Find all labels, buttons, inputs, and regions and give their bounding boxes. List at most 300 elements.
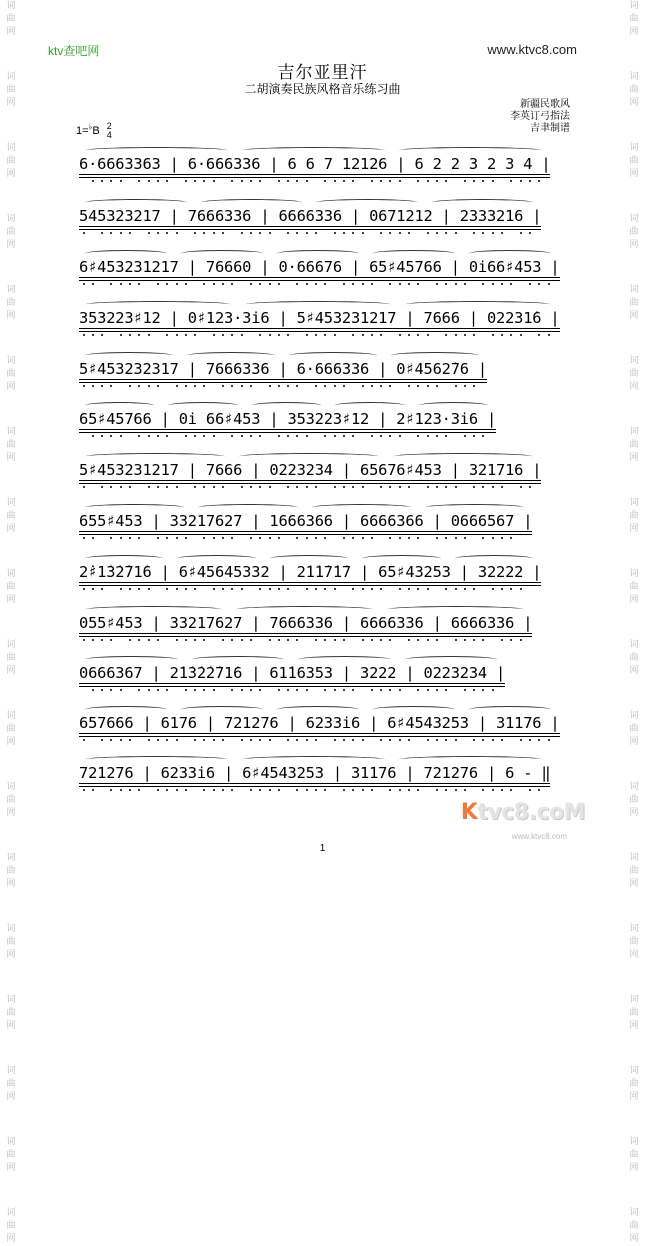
score-line	[79, 461, 569, 487]
octave-dot	[389, 385, 391, 387]
side-glyph: 词	[6, 924, 16, 934]
slur-mark	[201, 199, 303, 206]
octave-dot	[473, 739, 475, 741]
octave-dot	[529, 180, 531, 182]
octave-dot	[259, 689, 261, 691]
octave-dot	[548, 739, 550, 741]
octave-dot	[296, 639, 298, 641]
octave-dot	[250, 789, 252, 791]
octave-dot	[324, 283, 326, 285]
score-line	[79, 714, 569, 740]
octave-dot	[380, 588, 382, 590]
octave-dot	[380, 739, 382, 741]
octave-dot	[510, 639, 512, 641]
octave-dot	[101, 180, 103, 182]
octave-dot	[436, 283, 438, 285]
octave-dot	[352, 283, 354, 285]
slur-mark	[181, 250, 263, 257]
octave-dot	[110, 689, 112, 691]
side-glyph: 曲	[629, 653, 639, 663]
notation-text: 6·6663363 | 6·666336 | 6 6 7 12126 | 6 2 2 3 2 3 4 |	[79, 155, 551, 173]
side-glyph-group	[623, 1207, 645, 1246]
side-glyph: 词	[6, 214, 16, 224]
octave-dot	[269, 537, 271, 539]
octave-dot	[278, 689, 280, 691]
octave-dot	[324, 689, 326, 691]
slur-mark	[405, 656, 498, 663]
side-glyph: 词	[6, 143, 16, 153]
octave-dot	[129, 537, 131, 539]
slur-mark	[236, 606, 373, 613]
octave-dot	[315, 283, 317, 285]
octave-dot	[455, 639, 457, 641]
slur-mark	[312, 504, 411, 511]
slur-mark	[168, 402, 237, 409]
octave-dot	[399, 435, 401, 437]
slur-mark	[425, 504, 524, 511]
score-line	[79, 155, 569, 181]
octave-dot	[194, 232, 196, 234]
octave-dot	[185, 334, 187, 336]
slur-mark	[277, 250, 359, 257]
slur-mark	[277, 706, 359, 713]
octave-dot	[380, 232, 382, 234]
octave-dot	[334, 385, 336, 387]
octave-dot	[482, 283, 484, 285]
octave-dot	[445, 180, 447, 182]
octave-dot	[389, 739, 391, 741]
octave-dot	[455, 334, 457, 336]
octave-dot	[203, 789, 205, 791]
slur-mark	[85, 301, 231, 308]
octave-dot	[120, 537, 122, 539]
side-glyph: 曲	[629, 440, 639, 450]
octave-dot	[408, 789, 410, 791]
side-glyph: 词	[629, 427, 639, 437]
octave-dot	[203, 739, 205, 741]
octave-dot	[241, 689, 243, 691]
octave-dot	[157, 180, 159, 182]
site-url-link[interactable]: www.ktvc8.com	[487, 42, 577, 57]
notation-text: 055♯453 | 33217627 | 7666336 | 6666336 | 6666336 |	[79, 614, 533, 632]
side-glyph: 网	[6, 666, 16, 676]
octave-dot	[203, 486, 205, 488]
octave-dot	[296, 385, 298, 387]
side-glyph: 网	[629, 382, 639, 392]
octave-dot	[510, 789, 512, 791]
side-glyph: 词	[6, 498, 16, 508]
slur-mark	[187, 352, 275, 359]
side-glyph: 词	[6, 356, 16, 366]
octave-dot	[389, 537, 391, 539]
octave-dot	[324, 588, 326, 590]
side-glyph: 曲	[6, 1221, 16, 1231]
octave-dot	[334, 739, 336, 741]
octave-dot	[296, 232, 298, 234]
side-glyph: 网	[629, 1234, 639, 1244]
octave-dot	[269, 232, 271, 234]
octave-dot	[157, 639, 159, 641]
octave-dot	[501, 283, 503, 285]
octave-dot	[157, 486, 159, 488]
octave-dot	[445, 283, 447, 285]
octave-dots	[79, 229, 569, 233]
side-glyph: 词	[629, 72, 639, 82]
octave-dot	[492, 232, 494, 234]
octave-dot	[213, 334, 215, 336]
octave-dot	[110, 385, 112, 387]
octave-dot	[296, 486, 298, 488]
octave-dot	[203, 639, 205, 641]
octave-dot	[259, 537, 261, 539]
side-glyph: 词	[6, 995, 16, 1005]
octave-dot	[203, 435, 205, 437]
octave-dot	[278, 435, 280, 437]
octave-dot	[324, 334, 326, 336]
octave-dot	[138, 689, 140, 691]
octave-dot	[464, 385, 466, 387]
time-top: 2	[106, 121, 112, 131]
octave-dot	[278, 385, 280, 387]
octave-dot	[296, 789, 298, 791]
side-glyph: 曲	[629, 511, 639, 521]
side-glyph: 网	[6, 1234, 16, 1244]
octave-dot	[166, 537, 168, 539]
octave-dot	[176, 232, 178, 234]
side-glyph: 词	[629, 995, 639, 1005]
octave-dot	[352, 588, 354, 590]
octave-dot	[83, 385, 85, 387]
octave-dot	[399, 689, 401, 691]
octave-dot	[306, 486, 308, 488]
octave-dot	[231, 180, 233, 182]
octave-dot	[213, 789, 215, 791]
song-subtitle: 二胡演奏民族风格音乐练习曲	[244, 82, 401, 96]
octave-dot	[380, 486, 382, 488]
octave-dot	[120, 689, 122, 691]
octave-dot	[464, 789, 466, 791]
score-line	[79, 764, 569, 790]
site-brand-link[interactable]: ktv查吧网	[48, 44, 100, 58]
octave-dot	[436, 232, 438, 234]
credit-bowing: 李英订弓指法	[510, 111, 570, 122]
octave-dot	[529, 486, 531, 488]
octave-dot	[148, 689, 150, 691]
octave-dot	[120, 435, 122, 437]
octave-dot	[538, 180, 540, 182]
octave-dot	[362, 232, 364, 234]
octave-dot	[92, 588, 94, 590]
octave-dot	[315, 739, 317, 741]
side-glyph: 网	[629, 737, 639, 747]
octave-dot	[101, 639, 103, 641]
octave-dot	[362, 588, 364, 590]
octave-dot	[148, 385, 150, 387]
side-glyph: 曲	[629, 298, 639, 308]
side-glyph: 词	[6, 569, 16, 579]
octave-dot	[417, 334, 419, 336]
octave-dot	[315, 334, 317, 336]
octave-dot	[287, 739, 289, 741]
octave-dot	[92, 537, 94, 539]
octave-dot	[306, 334, 308, 336]
octave-dot	[343, 435, 345, 437]
side-glyph: 网	[629, 950, 639, 960]
octave-dot	[287, 180, 289, 182]
octave-dot	[445, 486, 447, 488]
octave-dot	[529, 283, 531, 285]
side-glyph: 词	[629, 1, 639, 11]
octave-dot	[269, 639, 271, 641]
side-glyph: 曲	[629, 1221, 639, 1231]
octave-dot	[473, 588, 475, 590]
octave-dot	[399, 334, 401, 336]
octave-dot	[529, 739, 531, 741]
octave-dot	[110, 180, 112, 182]
side-glyph: 网	[6, 382, 16, 392]
octave-dot	[464, 588, 466, 590]
octave-dot	[222, 232, 224, 234]
octave-dot	[473, 334, 475, 336]
octave-dot	[213, 689, 215, 691]
octave-dot	[166, 283, 168, 285]
octave-dot	[520, 486, 522, 488]
octave-dot	[83, 283, 85, 285]
octave-dot	[120, 789, 122, 791]
octave-dot	[120, 739, 122, 741]
octave-dot	[380, 334, 382, 336]
octave-dot	[334, 435, 336, 437]
side-glyph: 网	[6, 524, 16, 534]
octave-dot	[408, 639, 410, 641]
octave-dot	[473, 180, 475, 182]
octave-dot	[473, 486, 475, 488]
octave-dot	[101, 486, 103, 488]
octave-dot	[241, 739, 243, 741]
octave-dot	[362, 739, 364, 741]
octave-dot	[473, 385, 475, 387]
octave-dot	[399, 486, 401, 488]
octave-dot	[371, 435, 373, 437]
score-line	[79, 309, 569, 335]
octave-dot	[129, 283, 131, 285]
octave-dot	[241, 334, 243, 336]
octave-dot	[324, 180, 326, 182]
octave-dot	[417, 283, 419, 285]
side-glyph-group	[623, 1136, 645, 1175]
octave-dot	[408, 739, 410, 741]
octave-dot	[529, 232, 531, 234]
time-bottom: 4	[106, 130, 112, 140]
side-glyph: 词	[629, 285, 639, 295]
octave-dot	[343, 789, 345, 791]
slur-mark	[391, 352, 479, 359]
octave-dot	[520, 334, 522, 336]
side-glyph-group	[0, 1136, 22, 1175]
octave-dot	[129, 588, 131, 590]
octave-dot	[436, 689, 438, 691]
octave-dot	[315, 789, 317, 791]
octave-dot	[231, 789, 233, 791]
octave-dot	[231, 588, 233, 590]
octave-dot	[389, 232, 391, 234]
side-glyph: 网	[6, 1021, 16, 1031]
octave-dot	[408, 334, 410, 336]
slur-mark	[252, 402, 321, 409]
octave-dot	[278, 283, 280, 285]
octave-dot	[501, 789, 503, 791]
octave-dot	[538, 283, 540, 285]
octave-dot	[176, 283, 178, 285]
octave-dot	[306, 180, 308, 182]
octave-dot	[427, 180, 429, 182]
side-glyph: 曲	[629, 1150, 639, 1160]
octave-dot	[241, 588, 243, 590]
octave-dot	[548, 283, 550, 285]
octave-dot	[101, 232, 103, 234]
octave-dot	[250, 435, 252, 437]
octave-dot	[185, 435, 187, 437]
octave-dot	[315, 639, 317, 641]
octave-dot	[222, 283, 224, 285]
octave-dot	[464, 639, 466, 641]
octave-dot	[445, 689, 447, 691]
octave-dot	[352, 689, 354, 691]
octave-dot	[436, 739, 438, 741]
slur-mark	[85, 352, 173, 359]
octave-dot	[427, 639, 429, 641]
side-glyph: 词	[629, 569, 639, 579]
octave-dot	[306, 689, 308, 691]
octave-dot	[445, 588, 447, 590]
side-glyph-group	[623, 994, 645, 1033]
octave-dot	[445, 789, 447, 791]
octave-dot	[166, 180, 168, 182]
octave-dot	[510, 537, 512, 539]
slur-mark	[192, 656, 285, 663]
slur-mark	[198, 504, 297, 511]
side-glyph: 词	[6, 1, 16, 11]
octave-dot	[427, 689, 429, 691]
octave-dot	[83, 639, 85, 641]
side-glyph: 网	[629, 1021, 639, 1031]
side-glyph-group	[623, 1065, 645, 1104]
octave-dot	[259, 232, 261, 234]
octave-dot	[306, 537, 308, 539]
octave-dot	[352, 486, 354, 488]
octave-dot	[464, 435, 466, 437]
side-glyph: 曲	[6, 1079, 16, 1089]
octave-dot	[548, 334, 550, 336]
side-glyph: 曲	[6, 369, 16, 379]
octave-dot	[334, 180, 336, 182]
octave-dot	[436, 385, 438, 387]
slur-mark	[289, 352, 377, 359]
octave-dot	[83, 739, 85, 741]
slur-mark	[85, 402, 154, 409]
octave-dot	[287, 689, 289, 691]
octave-dot	[501, 486, 503, 488]
octave-dot	[464, 689, 466, 691]
octave-dot	[371, 385, 373, 387]
octave-dot	[287, 232, 289, 234]
slur-mark	[362, 555, 440, 562]
octave-dot	[296, 689, 298, 691]
octave-dot	[241, 435, 243, 437]
ktvc8-logo	[461, 800, 585, 825]
octave-dot	[482, 639, 484, 641]
octave-dots	[79, 432, 569, 436]
octave-dot	[269, 385, 271, 387]
side-glyph: 词	[629, 143, 639, 153]
octave-dot	[138, 385, 140, 387]
octave-dot	[399, 789, 401, 791]
octave-dot	[110, 789, 112, 791]
octave-dot	[352, 232, 354, 234]
octave-dot	[371, 689, 373, 691]
octave-dot	[417, 435, 419, 437]
octave-dot	[315, 537, 317, 539]
side-glyph: 曲	[6, 795, 16, 805]
octave-dot	[222, 588, 224, 590]
octave-dot	[101, 385, 103, 387]
octave-dot	[101, 689, 103, 691]
slur-mark	[387, 606, 524, 613]
side-glyph: 网	[6, 737, 16, 747]
octave-dot	[482, 739, 484, 741]
side-glyph: 网	[629, 808, 639, 818]
octave-dot	[92, 639, 94, 641]
octave-dot	[269, 283, 271, 285]
octave-dot	[287, 385, 289, 387]
octave-dot	[501, 588, 503, 590]
octave-dot	[324, 435, 326, 437]
octave-dot	[399, 537, 401, 539]
octave-dot	[352, 334, 354, 336]
octave-dot	[250, 689, 252, 691]
notation-text: 657666 | 6176 | 721276 | 6233i6 | 6♯4543253 | 31176 |	[79, 714, 560, 732]
octave-dot	[148, 639, 150, 641]
octave-dot	[371, 334, 373, 336]
octave-dot	[213, 435, 215, 437]
octave-dot	[157, 435, 159, 437]
octave-dot	[306, 232, 308, 234]
octave-dot	[278, 537, 280, 539]
octave-dot	[176, 537, 178, 539]
octave-dot	[138, 435, 140, 437]
octave-dots	[79, 534, 569, 538]
score-line	[79, 410, 569, 436]
octave-dot	[445, 435, 447, 437]
octave-dot	[101, 739, 103, 741]
slur-mark	[85, 250, 167, 257]
side-glyph: 曲	[6, 1008, 16, 1018]
beam-line	[79, 328, 560, 329]
octave-dot	[110, 283, 112, 285]
octave-dot	[520, 180, 522, 182]
octave-dot	[222, 739, 224, 741]
side-glyph: 网	[629, 27, 639, 37]
octave-dot	[520, 739, 522, 741]
side-glyph: 词	[629, 924, 639, 934]
octave-dot	[278, 588, 280, 590]
octave-dot	[101, 435, 103, 437]
octave-dot	[296, 180, 298, 182]
octave-dot	[334, 639, 336, 641]
slur-mark	[373, 706, 455, 713]
octave-dot	[408, 486, 410, 488]
octave-dot	[371, 283, 373, 285]
